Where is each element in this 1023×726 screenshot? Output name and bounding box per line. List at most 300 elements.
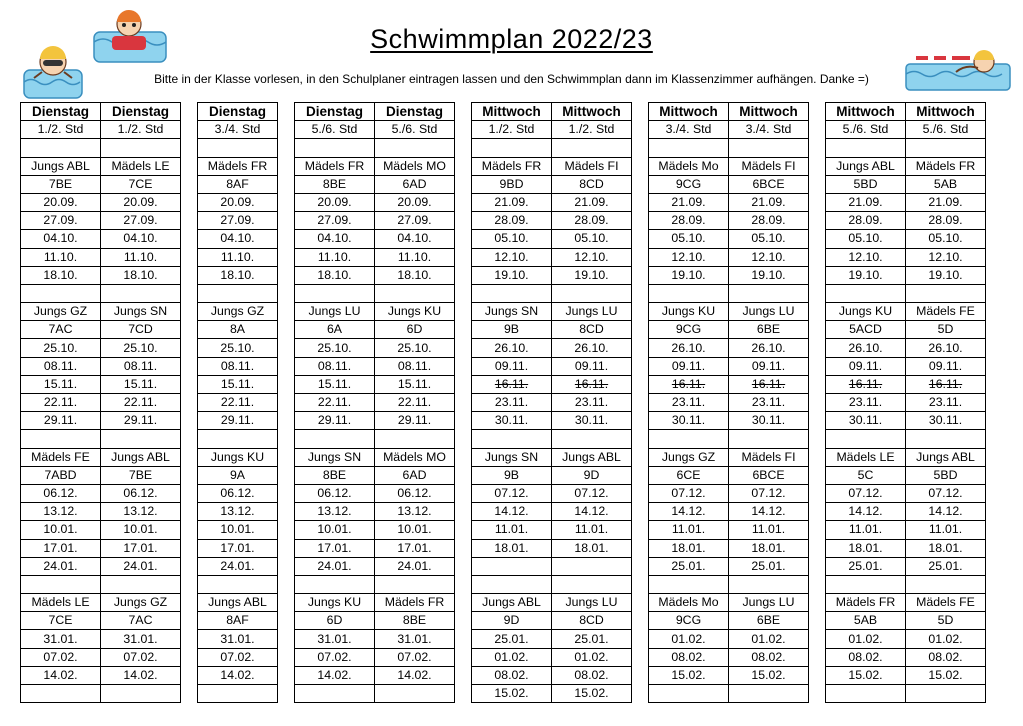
gap-cell — [809, 412, 826, 430]
group-cell: Jungs ABL — [198, 594, 278, 612]
class-cell: 8CD — [552, 612, 632, 630]
group-cell: Mädels Mo — [649, 594, 729, 612]
date-cell: 21.09. — [826, 193, 906, 211]
swim-schedule-table — [20, 102, 986, 703]
date-cell: 07.12. — [472, 484, 552, 502]
date-cell: 15.11. — [375, 375, 455, 393]
table-cell — [295, 139, 375, 157]
date-cell: 07.12. — [552, 484, 632, 502]
date-cell: 01.02. — [826, 630, 906, 648]
table-row — [21, 612, 986, 630]
date-cell: 25.01. — [906, 557, 986, 575]
group-cell: Mädels FI — [729, 448, 809, 466]
date-cell: 09.11. — [906, 357, 986, 375]
time-header: 1./2. Std — [472, 121, 552, 139]
group-cell: Mädels FI — [552, 157, 632, 175]
date-cell: 14.02. — [101, 666, 181, 684]
gap-cell — [809, 521, 826, 539]
gap-cell — [632, 212, 649, 230]
time-header: 5./6. Std — [375, 121, 455, 139]
date-cell: 07.12. — [649, 484, 729, 502]
gap-cell — [181, 121, 198, 139]
table-cell — [101, 575, 181, 593]
time-header: 1./2. Std — [21, 121, 101, 139]
gap-cell — [809, 503, 826, 521]
date-cell: 19.10. — [906, 266, 986, 284]
group-cell: Mädels FE — [906, 303, 986, 321]
gap-cell — [455, 466, 472, 484]
gap-cell — [809, 212, 826, 230]
date-cell: 18.01. — [649, 539, 729, 557]
group-cell: Mädels FI — [729, 157, 809, 175]
table-cell — [906, 575, 986, 593]
date-cell: 07.02. — [375, 648, 455, 666]
day-header: Dienstag — [101, 103, 181, 121]
class-cell: 5ACD — [826, 321, 906, 339]
date-cell: 24.01. — [198, 557, 278, 575]
table-row — [21, 303, 986, 321]
day-header: Mittwoch — [649, 103, 729, 121]
table-row — [21, 666, 986, 684]
group-cell: Mädels LE — [826, 448, 906, 466]
date-cell: 15.02. — [472, 685, 552, 703]
gap-cell — [181, 630, 198, 648]
date-cell: 17.01. — [101, 539, 181, 557]
group-cell: Mädels FR — [472, 157, 552, 175]
date-cell: 07.12. — [906, 484, 986, 502]
date-cell: 06.12. — [375, 484, 455, 502]
gap-cell — [278, 284, 295, 302]
gap-cell — [455, 357, 472, 375]
date-cell: 07.02. — [101, 648, 181, 666]
table-cell — [295, 575, 375, 593]
date-cell: 30.11. — [649, 412, 729, 430]
date-cell: 22.11. — [198, 394, 278, 412]
gap-cell — [809, 121, 826, 139]
class-cell: 6BCE — [729, 175, 809, 193]
date-cell: 15.11. — [198, 375, 278, 393]
gap-cell — [809, 648, 826, 666]
table-cell — [101, 284, 181, 302]
table-row — [21, 466, 986, 484]
class-cell: 8BE — [295, 175, 375, 193]
date-cell: 10.01. — [375, 521, 455, 539]
gap-cell — [809, 139, 826, 157]
gap-cell — [809, 484, 826, 502]
gap-cell — [181, 248, 198, 266]
gap-cell — [278, 394, 295, 412]
date-cell: 11.01. — [472, 521, 552, 539]
date-cell: 17.01. — [198, 539, 278, 557]
gap-cell — [632, 375, 649, 393]
gap-cell — [181, 448, 198, 466]
date-cell: 16.11. — [826, 375, 906, 393]
date-cell: 23.11. — [552, 394, 632, 412]
gap-cell — [632, 539, 649, 557]
date-cell — [375, 685, 455, 703]
gap-cell — [278, 375, 295, 393]
date-cell: 13.12. — [295, 503, 375, 521]
date-cell: 25.01. — [472, 630, 552, 648]
day-header: Mittwoch — [729, 103, 809, 121]
date-cell: 12.10. — [649, 248, 729, 266]
class-cell: 8AF — [198, 175, 278, 193]
date-cell: 17.01. — [375, 539, 455, 557]
table-cell — [198, 284, 278, 302]
date-cell: 08.02. — [906, 648, 986, 666]
gap-cell — [278, 193, 295, 211]
gap-cell — [809, 157, 826, 175]
gap-cell — [278, 448, 295, 466]
table-cell — [552, 139, 632, 157]
date-cell: 26.10. — [472, 339, 552, 357]
table-row — [21, 212, 986, 230]
day-header: Dienstag — [21, 103, 101, 121]
date-cell: 22.11. — [375, 394, 455, 412]
date-cell: 27.09. — [21, 212, 101, 230]
class-cell: 6BCE — [729, 466, 809, 484]
group-cell: Jungs KU — [826, 303, 906, 321]
date-cell: 05.10. — [552, 230, 632, 248]
gap-cell — [181, 103, 198, 121]
gap-cell — [455, 339, 472, 357]
gap-cell — [181, 575, 198, 593]
table-cell — [295, 430, 375, 448]
table-row — [21, 557, 986, 575]
gap-cell — [278, 685, 295, 703]
date-cell: 16.11. — [472, 375, 552, 393]
class-cell: 9CG — [649, 321, 729, 339]
table-row — [21, 375, 986, 393]
gap-cell — [632, 394, 649, 412]
gap-cell — [455, 321, 472, 339]
gap-cell — [809, 539, 826, 557]
date-cell: 08.11. — [375, 357, 455, 375]
group-cell: Mädels MO — [375, 157, 455, 175]
gap-cell — [455, 193, 472, 211]
class-cell: 8BE — [375, 612, 455, 630]
table-row — [21, 594, 986, 612]
gap-cell — [278, 321, 295, 339]
date-cell: 14.02. — [198, 666, 278, 684]
date-cell: 05.10. — [729, 230, 809, 248]
gap-cell — [455, 484, 472, 502]
gap-cell — [632, 648, 649, 666]
group-cell: Jungs SN — [472, 303, 552, 321]
date-cell: 07.02. — [198, 648, 278, 666]
table-cell — [101, 139, 181, 157]
class-cell: 8CD — [552, 321, 632, 339]
date-cell: 25.01. — [649, 557, 729, 575]
date-cell: 10.01. — [295, 521, 375, 539]
gap-cell — [278, 648, 295, 666]
table-cell — [21, 139, 101, 157]
table-cell — [552, 284, 632, 302]
date-cell: 29.11. — [295, 412, 375, 430]
time-header: 3./4. Std — [649, 121, 729, 139]
class-cell: 9CG — [649, 612, 729, 630]
gap-cell — [809, 666, 826, 684]
group-cell: Jungs SN — [472, 448, 552, 466]
gap-cell — [455, 103, 472, 121]
gap-cell — [455, 303, 472, 321]
gap-cell — [809, 321, 826, 339]
date-cell: 18.01. — [552, 539, 632, 557]
group-cell: Jungs SN — [101, 303, 181, 321]
table-cell — [906, 284, 986, 302]
date-cell: 12.10. — [552, 248, 632, 266]
table-cell — [649, 430, 729, 448]
gap-cell — [632, 666, 649, 684]
date-cell: 26.10. — [552, 339, 632, 357]
group-cell: Mädels FE — [21, 448, 101, 466]
date-cell: 10.01. — [198, 521, 278, 539]
date-cell: 13.12. — [375, 503, 455, 521]
gap-cell — [455, 666, 472, 684]
gap-cell — [809, 284, 826, 302]
table-row — [21, 139, 986, 157]
gap-cell — [181, 666, 198, 684]
gap-cell — [181, 648, 198, 666]
date-cell: 23.11. — [729, 394, 809, 412]
date-cell: 30.11. — [552, 412, 632, 430]
gap-cell — [181, 594, 198, 612]
date-cell: 25.10. — [295, 339, 375, 357]
date-cell: 09.11. — [729, 357, 809, 375]
table-row — [21, 121, 986, 139]
date-cell: 04.10. — [198, 230, 278, 248]
gap-cell — [278, 466, 295, 484]
gap-cell — [181, 503, 198, 521]
table-cell — [21, 284, 101, 302]
date-cell: 23.11. — [472, 394, 552, 412]
group-cell: Jungs ABL — [552, 448, 632, 466]
gap-cell — [278, 521, 295, 539]
group-cell: Jungs LU — [295, 303, 375, 321]
table-row — [21, 430, 986, 448]
table-row — [21, 103, 986, 121]
gap-cell — [632, 466, 649, 484]
date-cell: 08.02. — [826, 648, 906, 666]
date-cell: 28.09. — [649, 212, 729, 230]
table-cell — [826, 430, 906, 448]
date-cell — [101, 685, 181, 703]
table-cell — [101, 430, 181, 448]
page-title: Schwimmplan 2022/23 — [370, 24, 653, 54]
gap-cell — [181, 266, 198, 284]
gap-cell — [278, 121, 295, 139]
gap-cell — [809, 430, 826, 448]
gap-cell — [632, 284, 649, 302]
table-row — [21, 412, 986, 430]
date-cell: 25.10. — [375, 339, 455, 357]
gap-cell — [181, 375, 198, 393]
gap-cell — [278, 666, 295, 684]
day-header: Mittwoch — [552, 103, 632, 121]
gap-cell — [278, 557, 295, 575]
class-cell: 9D — [552, 466, 632, 484]
date-cell: 22.11. — [21, 394, 101, 412]
date-cell: 20.09. — [375, 193, 455, 211]
date-cell: 23.11. — [906, 394, 986, 412]
date-cell: 26.10. — [906, 339, 986, 357]
gap-cell — [632, 339, 649, 357]
table-cell — [375, 575, 455, 593]
date-cell: 01.02. — [552, 648, 632, 666]
date-cell: 01.02. — [729, 630, 809, 648]
gap-cell — [632, 121, 649, 139]
date-cell: 19.10. — [552, 266, 632, 284]
date-cell: 14.12. — [472, 503, 552, 521]
date-cell: 25.01. — [552, 630, 632, 648]
gap-cell — [632, 321, 649, 339]
group-cell: Mädels FR — [826, 594, 906, 612]
group-cell: Jungs GZ — [101, 594, 181, 612]
time-header: 5./6. Std — [826, 121, 906, 139]
date-cell: 14.12. — [649, 503, 729, 521]
date-cell: 12.10. — [729, 248, 809, 266]
date-cell: 07.12. — [826, 484, 906, 502]
date-cell: 14.12. — [552, 503, 632, 521]
gap-cell — [632, 412, 649, 430]
date-cell: 30.11. — [826, 412, 906, 430]
table-row — [21, 575, 986, 593]
date-cell: 08.11. — [198, 357, 278, 375]
gap-cell — [455, 575, 472, 593]
date-cell: 17.01. — [21, 539, 101, 557]
day-header: Mittwoch — [472, 103, 552, 121]
date-cell: 15.11. — [21, 375, 101, 393]
gap-cell — [181, 357, 198, 375]
date-cell: 15.02. — [552, 685, 632, 703]
date-cell — [295, 685, 375, 703]
date-cell: 12.10. — [472, 248, 552, 266]
group-cell: Mädels MO — [375, 448, 455, 466]
table-cell — [21, 575, 101, 593]
gap-cell — [455, 121, 472, 139]
gap-cell — [181, 484, 198, 502]
gap-cell — [181, 521, 198, 539]
table-row — [21, 175, 986, 193]
table-cell — [906, 430, 986, 448]
gap-cell — [278, 157, 295, 175]
gap-cell — [181, 157, 198, 175]
class-cell: 6BE — [729, 612, 809, 630]
date-cell: 29.11. — [101, 412, 181, 430]
gap-cell — [809, 303, 826, 321]
gap-cell — [455, 139, 472, 157]
date-cell: 31.01. — [295, 630, 375, 648]
gap-cell — [455, 430, 472, 448]
date-cell: 05.10. — [649, 230, 729, 248]
date-cell: 23.11. — [826, 394, 906, 412]
date-cell: 06.12. — [21, 484, 101, 502]
date-cell: 15.02. — [826, 666, 906, 684]
gap-cell — [455, 630, 472, 648]
table-row — [21, 321, 986, 339]
table-cell — [21, 430, 101, 448]
class-cell: 5D — [906, 321, 986, 339]
table-cell — [729, 139, 809, 157]
date-cell: 16.11. — [649, 375, 729, 393]
gap-cell — [632, 357, 649, 375]
group-cell: Jungs KU — [198, 448, 278, 466]
gap-cell — [632, 248, 649, 266]
gap-cell — [632, 685, 649, 703]
table-row — [21, 630, 986, 648]
date-cell: 28.09. — [472, 212, 552, 230]
table-cell — [729, 575, 809, 593]
gap-cell — [455, 539, 472, 557]
date-cell: 27.09. — [198, 212, 278, 230]
gap-cell — [278, 430, 295, 448]
date-cell: 14.02. — [21, 666, 101, 684]
date-cell — [472, 557, 552, 575]
date-cell: 20.09. — [295, 193, 375, 211]
time-header: 1./2. Std — [101, 121, 181, 139]
gap-cell — [278, 266, 295, 284]
gap-cell — [278, 539, 295, 557]
date-cell: 11.01. — [826, 521, 906, 539]
gap-cell — [809, 575, 826, 593]
date-cell: 11.01. — [649, 521, 729, 539]
gap-cell — [278, 357, 295, 375]
date-cell: 21.09. — [552, 193, 632, 211]
group-cell: Mädels FR — [906, 157, 986, 175]
date-cell: 15.02. — [906, 666, 986, 684]
gap-cell — [632, 103, 649, 121]
date-cell: 24.01. — [295, 557, 375, 575]
date-cell: 29.11. — [375, 412, 455, 430]
group-cell: Mädels FR — [295, 157, 375, 175]
date-cell: 11.10. — [198, 248, 278, 266]
date-cell: 18.01. — [472, 539, 552, 557]
gap-cell — [278, 594, 295, 612]
gap-cell — [278, 575, 295, 593]
table-cell — [552, 575, 632, 593]
class-cell: 7ABD — [21, 466, 101, 484]
table-row — [21, 539, 986, 557]
class-cell: 6AD — [375, 175, 455, 193]
class-cell: 5D — [906, 612, 986, 630]
gap-cell — [455, 503, 472, 521]
table-row — [21, 685, 986, 703]
day-header: Dienstag — [295, 103, 375, 121]
date-cell: 25.01. — [826, 557, 906, 575]
gap-cell — [632, 157, 649, 175]
gap-cell — [809, 594, 826, 612]
gap-cell — [278, 212, 295, 230]
gap-cell — [632, 594, 649, 612]
gap-cell — [632, 484, 649, 502]
group-cell: Jungs LU — [552, 594, 632, 612]
gap-cell — [809, 466, 826, 484]
gap-cell — [809, 248, 826, 266]
date-cell: 20.09. — [101, 193, 181, 211]
date-cell: 29.11. — [21, 412, 101, 430]
class-cell: 9CG — [649, 175, 729, 193]
date-cell: 25.10. — [101, 339, 181, 357]
gap-cell — [455, 521, 472, 539]
date-cell: 20.09. — [21, 193, 101, 211]
class-cell: 5AB — [906, 175, 986, 193]
date-cell: 26.10. — [729, 339, 809, 357]
gap-cell — [278, 612, 295, 630]
gap-cell — [632, 630, 649, 648]
class-cell: 8A — [198, 321, 278, 339]
table-cell — [472, 430, 552, 448]
class-cell: 5C — [826, 466, 906, 484]
